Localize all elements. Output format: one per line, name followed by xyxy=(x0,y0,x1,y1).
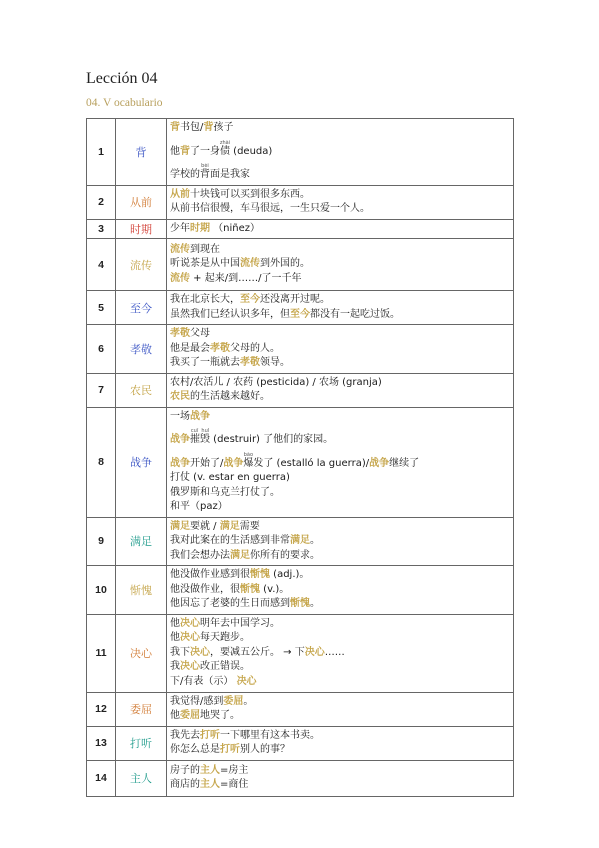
example-text: 。 xyxy=(310,598,320,609)
vocab-word: 时期 xyxy=(116,219,167,239)
vocabulary-table xyxy=(86,118,514,797)
table-row xyxy=(87,239,514,291)
example-line xyxy=(170,390,510,405)
example-line xyxy=(170,188,510,203)
example-text: =商住 xyxy=(220,779,249,790)
example-line xyxy=(170,428,510,448)
ruby-annotation xyxy=(190,428,210,445)
example-text: 我们会想办法 xyxy=(170,549,230,561)
example-line xyxy=(170,660,510,675)
highlighted-term: 至今 xyxy=(240,294,260,305)
highlighted-term: 惭愧 xyxy=(250,569,270,580)
example-cell xyxy=(167,692,514,726)
example-text: 他 xyxy=(170,617,180,629)
highlighted-term: 决心 xyxy=(304,646,325,658)
example-text: （niñez） xyxy=(210,222,261,234)
example-line xyxy=(170,695,510,710)
example-text: 地哭了。 xyxy=(200,710,240,721)
table-row xyxy=(87,407,514,517)
example-cell xyxy=(167,614,514,692)
example-cell xyxy=(167,760,514,796)
ruby-annotation xyxy=(200,163,210,180)
table-row xyxy=(87,291,514,325)
example-text: 孩子 xyxy=(213,122,234,133)
table-row xyxy=(87,692,514,726)
vocab-word: 背 xyxy=(116,119,167,186)
example-line xyxy=(170,486,510,501)
example-text: 十块钱可以买到很多东西。 xyxy=(190,188,310,200)
example-text: 商店的 xyxy=(170,779,200,790)
vocab-word: 流传 xyxy=(116,239,167,291)
example-cell xyxy=(167,566,514,615)
example-text: 都没有一起吃过饭。 xyxy=(310,308,400,320)
example-line xyxy=(170,452,510,472)
example-text: 到外国的。 xyxy=(260,258,310,270)
example-text: =房主 xyxy=(220,764,249,776)
row-number: 1 xyxy=(87,119,116,186)
example-text: 我买了一瓶就去 xyxy=(170,357,240,368)
highlighted-term: 惭愧 xyxy=(240,583,260,595)
highlighted-term: 决心 xyxy=(180,661,200,673)
example-text: 他没做作业感到很 xyxy=(170,569,250,580)
example-line xyxy=(170,631,510,646)
highlighted-term: 打听 xyxy=(220,744,240,755)
ruby-base: 摧毁 xyxy=(190,434,210,445)
highlighted-term: 战争 xyxy=(223,457,244,469)
example-text: 我觉得/感到 xyxy=(170,695,224,707)
example-text: 父母的人。 xyxy=(230,342,280,354)
example-text: 继续了 xyxy=(389,457,420,469)
pinyin: cuī huǐ xyxy=(190,428,210,434)
example-text: (adj.)。 xyxy=(270,569,310,580)
example-text: 房子的 xyxy=(170,764,200,776)
highlighted-term: 满足 xyxy=(219,520,240,532)
example-text: + 起来/到……/了一千年 xyxy=(190,272,302,284)
highlighted-term: 战争 xyxy=(170,434,190,445)
row-number: 5 xyxy=(87,291,116,325)
example-line xyxy=(170,778,510,793)
example-text: 开始了/ xyxy=(190,457,224,469)
row-number: 4 xyxy=(87,239,116,291)
example-text: 的生活越来越好。 xyxy=(190,391,270,402)
example-cell xyxy=(167,373,514,407)
example-text: 我下 xyxy=(170,646,190,658)
example-line xyxy=(170,646,510,661)
table-row xyxy=(87,614,514,692)
row-number: 9 xyxy=(87,517,116,566)
example-text: 需要 xyxy=(239,520,260,532)
highlighted-term: 时期 xyxy=(190,222,210,234)
example-text: 面是我家 xyxy=(210,169,250,180)
highlighted-term: 决心 xyxy=(180,617,200,629)
example-cell xyxy=(167,291,514,325)
vocab-word: 从前 xyxy=(116,185,167,219)
example-text: 一场 xyxy=(170,410,190,422)
highlighted-term: 惭愧 xyxy=(290,598,310,609)
lesson-title: Lección 04 xyxy=(86,70,158,87)
example-text: 他没做作业，很 xyxy=(170,583,240,595)
example-text: 发了 (estalló la guerra)/ xyxy=(253,457,370,469)
example-text: (deuda) xyxy=(230,145,273,157)
example-text: 我先去 xyxy=(170,729,200,741)
highlighted-term: 流传 xyxy=(240,258,260,270)
vocab-word: 农民 xyxy=(116,373,167,407)
example-text: 到现在 xyxy=(190,243,220,255)
example-text: 农村/农活儿 / 农药 (pesticida) / 农场 (granja) xyxy=(170,376,382,388)
ruby-base: 爆 xyxy=(243,457,254,469)
ruby-base: 背 xyxy=(200,169,210,180)
example-line xyxy=(170,410,510,425)
example-line xyxy=(170,202,510,217)
vocab-word: 决心 xyxy=(116,614,167,692)
table-row xyxy=(87,726,514,760)
example-line xyxy=(170,140,510,160)
example-text: 你所有的要求。 xyxy=(250,549,320,561)
highlighted-term: 打听 xyxy=(200,729,220,741)
ruby-annotation xyxy=(219,139,231,157)
ruby-base: 债 xyxy=(219,145,231,157)
example-text: 。 xyxy=(243,695,254,707)
example-text: 学校的 xyxy=(170,169,200,180)
example-text: 他因忘了老婆的生日而感到 xyxy=(170,598,290,609)
example-text: 虽然我们已经认识多年，但 xyxy=(170,308,290,320)
example-cell xyxy=(167,726,514,760)
example-text: 改正错误。 xyxy=(200,661,250,673)
example-text: ，要减五公斤。 → 下 xyxy=(210,646,305,658)
highlighted-term: 战争 xyxy=(369,457,390,469)
example-line xyxy=(170,500,510,515)
example-text: 要就 / xyxy=(190,520,220,532)
example-text: 了一身 xyxy=(190,145,220,157)
highlighted-term: 农民 xyxy=(170,391,190,402)
highlighted-term: 背 xyxy=(203,122,214,133)
example-text: 他 xyxy=(170,632,180,644)
example-line xyxy=(170,376,510,391)
example-text: 听说茶是从中国 xyxy=(170,258,240,270)
example-line xyxy=(170,257,510,272)
vocab-word: 委屈 xyxy=(116,692,167,726)
highlighted-term: 委屈 xyxy=(223,695,244,707)
vocabulary-table-body xyxy=(87,119,514,797)
example-line xyxy=(170,617,510,632)
highlighted-term: 背 xyxy=(170,122,180,133)
example-text: 他是最会 xyxy=(170,342,210,354)
row-number: 10 xyxy=(87,566,116,615)
ruby-annotation xyxy=(243,451,254,469)
example-cell xyxy=(167,517,514,566)
highlighted-term: 满足 xyxy=(170,520,190,532)
row-number: 2 xyxy=(87,185,116,219)
example-line xyxy=(170,356,510,371)
example-line xyxy=(170,675,510,690)
highlighted-term: 委屈 xyxy=(180,710,200,721)
example-line xyxy=(170,583,510,598)
row-number: 13 xyxy=(87,726,116,760)
pinyin: zhài xyxy=(219,139,231,146)
example-cell xyxy=(167,119,514,186)
example-text: 他 xyxy=(170,145,180,157)
vocab-word: 战争 xyxy=(116,407,167,517)
example-text: 明年去中国学习。 xyxy=(200,617,280,629)
example-text: …… xyxy=(324,646,345,658)
highlighted-term: 孝敬 xyxy=(170,328,190,339)
example-line xyxy=(170,709,510,724)
highlighted-term: 背 xyxy=(180,145,190,157)
example-line xyxy=(170,534,510,549)
example-text: 。 xyxy=(310,535,320,546)
example-line xyxy=(170,243,510,258)
example-cell xyxy=(167,219,514,239)
example-line xyxy=(170,293,510,308)
row-number: 14 xyxy=(87,760,116,796)
example-line xyxy=(170,764,510,779)
example-text: 每天跑步。 xyxy=(200,632,250,644)
highlighted-term: 主人 xyxy=(200,779,220,790)
highlighted-term: 至今 xyxy=(290,308,310,320)
highlighted-term: 流传 xyxy=(170,272,190,284)
example-line xyxy=(170,743,510,758)
example-text: 他 xyxy=(170,710,180,721)
table-row xyxy=(87,185,514,219)
example-text: 下/有表（示） xyxy=(170,675,237,687)
vocab-word: 满足 xyxy=(116,517,167,566)
example-text: (destruir) 了他们的家园。 xyxy=(210,434,334,445)
example-text: (v.)。 xyxy=(260,583,290,595)
example-text: 打仗 (v. estar en guerra) xyxy=(170,472,290,483)
example-text: 和平（paz） xyxy=(170,501,228,512)
highlighted-term: 满足 xyxy=(290,535,310,546)
pinyin: bèi xyxy=(200,163,210,169)
example-text: 少年 xyxy=(170,222,190,234)
highlighted-term: 决心 xyxy=(190,646,210,658)
pinyin: bào xyxy=(243,451,254,458)
example-line xyxy=(170,342,510,357)
example-text: 领导。 xyxy=(260,357,290,368)
example-text: 书包/ xyxy=(180,122,204,133)
example-text: 我 xyxy=(170,661,180,673)
example-cell xyxy=(167,325,514,374)
example-text: 俄罗斯和乌克兰打仗了。 xyxy=(170,486,280,498)
highlighted-term: 战争 xyxy=(190,410,210,422)
example-cell xyxy=(167,185,514,219)
example-line xyxy=(170,222,510,237)
example-line xyxy=(170,729,510,744)
example-text: 我对此案在的生活感到非常 xyxy=(170,535,290,546)
table-row xyxy=(87,219,514,239)
highlighted-term: 从前 xyxy=(170,188,190,200)
row-number: 6 xyxy=(87,325,116,374)
vocab-word: 打听 xyxy=(116,726,167,760)
example-text: 从前书信很慢，车马很远，一生只爱一个人。 xyxy=(170,203,370,214)
section-title: 04. V ocabulario xyxy=(86,97,163,109)
highlighted-term: 满足 xyxy=(230,549,250,561)
table-row xyxy=(87,373,514,407)
example-line xyxy=(170,568,510,583)
example-text: 还没离开过呢。 xyxy=(260,294,330,305)
example-text: 父母 xyxy=(190,328,210,339)
highlighted-term: 孝敬 xyxy=(210,342,230,354)
table-row xyxy=(87,325,514,374)
example-line xyxy=(170,471,510,486)
example-line xyxy=(170,308,510,323)
example-text: 我在北京长大， xyxy=(170,294,240,305)
example-line xyxy=(170,549,510,564)
vocab-word: 孝敬 xyxy=(116,325,167,374)
vocab-word: 惭愧 xyxy=(116,566,167,615)
table-row xyxy=(87,119,514,186)
table-row xyxy=(87,760,514,796)
example-line xyxy=(170,272,510,287)
row-number: 12 xyxy=(87,692,116,726)
highlighted-term: 孝敬 xyxy=(240,357,260,368)
example-line xyxy=(170,163,510,183)
highlighted-term: 决心 xyxy=(236,675,257,687)
example-text: 别人的事？ xyxy=(240,744,290,755)
highlighted-term: 战争 xyxy=(170,457,190,469)
row-number: 3 xyxy=(87,219,116,239)
example-cell xyxy=(167,239,514,291)
example-text: 你怎么总是 xyxy=(170,744,220,755)
example-text: 一下哪里有这本书卖。 xyxy=(220,729,320,741)
example-line xyxy=(170,520,510,535)
example-cell xyxy=(167,407,514,517)
table-row xyxy=(87,517,514,566)
example-line xyxy=(170,327,510,342)
highlighted-term: 主人 xyxy=(200,764,220,776)
row-number: 11 xyxy=(87,614,116,692)
example-line xyxy=(170,597,510,612)
vocab-word: 主人 xyxy=(116,760,167,796)
vocab-word: 至今 xyxy=(116,291,167,325)
table-row xyxy=(87,566,514,615)
highlighted-term: 决心 xyxy=(180,632,200,644)
highlighted-term: 流传 xyxy=(170,243,190,255)
example-line xyxy=(170,121,510,136)
row-number: 7 xyxy=(87,373,116,407)
row-number: 8 xyxy=(87,407,116,517)
